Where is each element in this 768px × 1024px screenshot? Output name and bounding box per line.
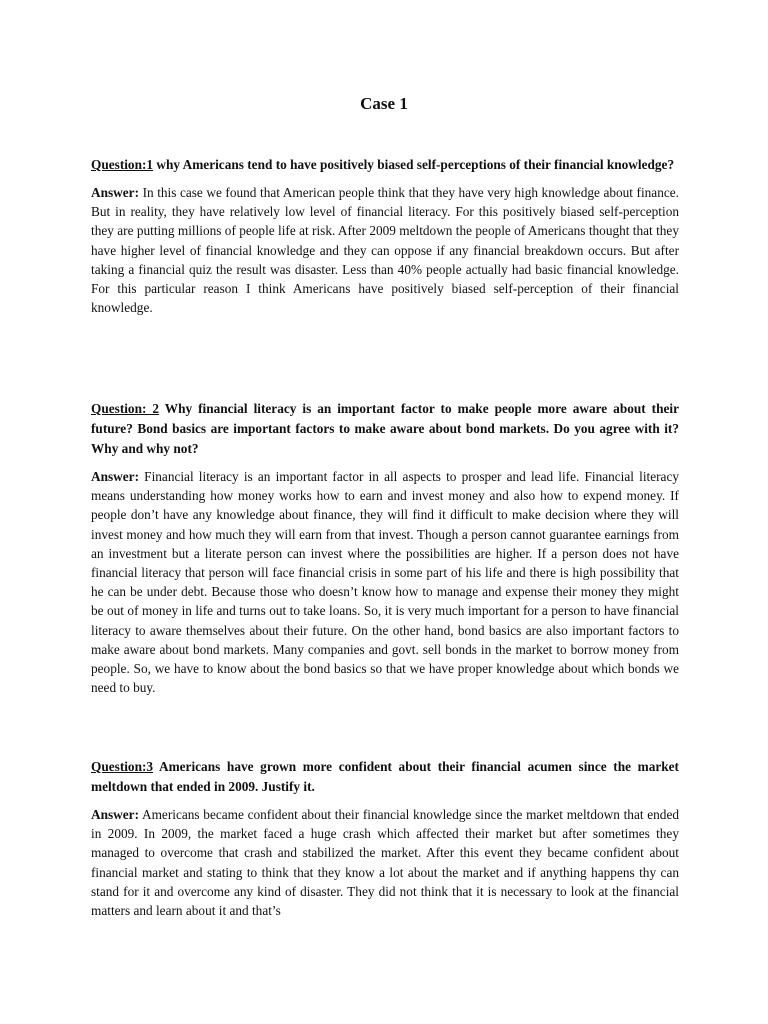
answer-2 [91,467,679,697]
answer-label: Answer: [91,185,140,200]
qa-section-3 [91,757,679,920]
question-text: Why financial literacy is an important factor to make people more aware about their future? Bond basics are important factors to make aware about bond markets. Do you agree with it? Why and why not? [91,401,679,456]
qa-section-2 [91,399,679,697]
answer-1 [91,183,679,317]
question-label: Question: 2 [91,401,160,416]
question-text: why Americans tend to have positively biased self-perceptions of their financial knowledge? [153,157,675,172]
question-label: Question:3 [91,759,154,774]
answer-text: Americans became confident about their financial knowledge since the market meltdown that ended in 2009. In 2009, the market faced a huge crash which affected their market but after sometimes they managed to overcome that crash and stabilized the market. After this event they became confident about financial market and stating to think that they know a lot about the market and if anything happens thy can stand for it and overcome any kind of disaster. They did not think that it is necessary to look at the financial matters and learn about it and that’s [91,807,679,919]
question-1 [91,155,679,175]
question-label: Question:1 [91,157,154,172]
question-text: Americans have grown more confident about their financial acumen since the market meltdown that ended in 2009. Justify it. [91,759,679,794]
answer-text: In this case we found that American people think that they have very high knowledge about finance. But in reality, they have relatively low level of financial literacy. For this positively biased self-perception they are putting millions of people life at risk. After 2009 meltdown the people of Americans thought that they have higher level of financial knowledge and they can oppose if any financial breakdown occurs. But after taking a financial quiz the result was disaster. Less than 40% people actually had basic financial knowledge. For this particular reason I think Americans have positively biased self-perception of their financial knowledge. [91,185,679,316]
answer-label: Answer: [91,807,140,822]
answer-text: Financial literacy is an important factor in all aspects to prosper and lead life. Financial literacy means understanding how money works how to earn and invest money and also how to expend money. If people don’t have any knowledge about finance, they will find it difficult to make decision where they will invest money and how much they will earn from that invest. Though a person cannot guarantee earnings from an investment but a literate person can invest where the possibilities are higher. If a person does not have financial literacy that person will face financial crisis in some part of his life and there is high possibility that he can be under debt. Because those who doesn’t know how to manage and expense their money they might be out of money in life and turns out to take loans. So, it is very much important for a person to have financial literacy to aware themselves about their future. On the other hand, bond basics are also important factors to make aware about bond markets. Many companies and govt. sell bonds in the market to borrow money from people. So, we have to know about the bond basics so that we have proper knowledge about which bonds we need to buy. [91,469,679,696]
answer-label: Answer: [91,469,140,484]
page-title: Case 1 [360,94,408,113]
question-3 [91,757,679,797]
qa-section-1 [91,155,679,317]
question-2 [91,399,679,459]
answer-3 [91,805,679,920]
